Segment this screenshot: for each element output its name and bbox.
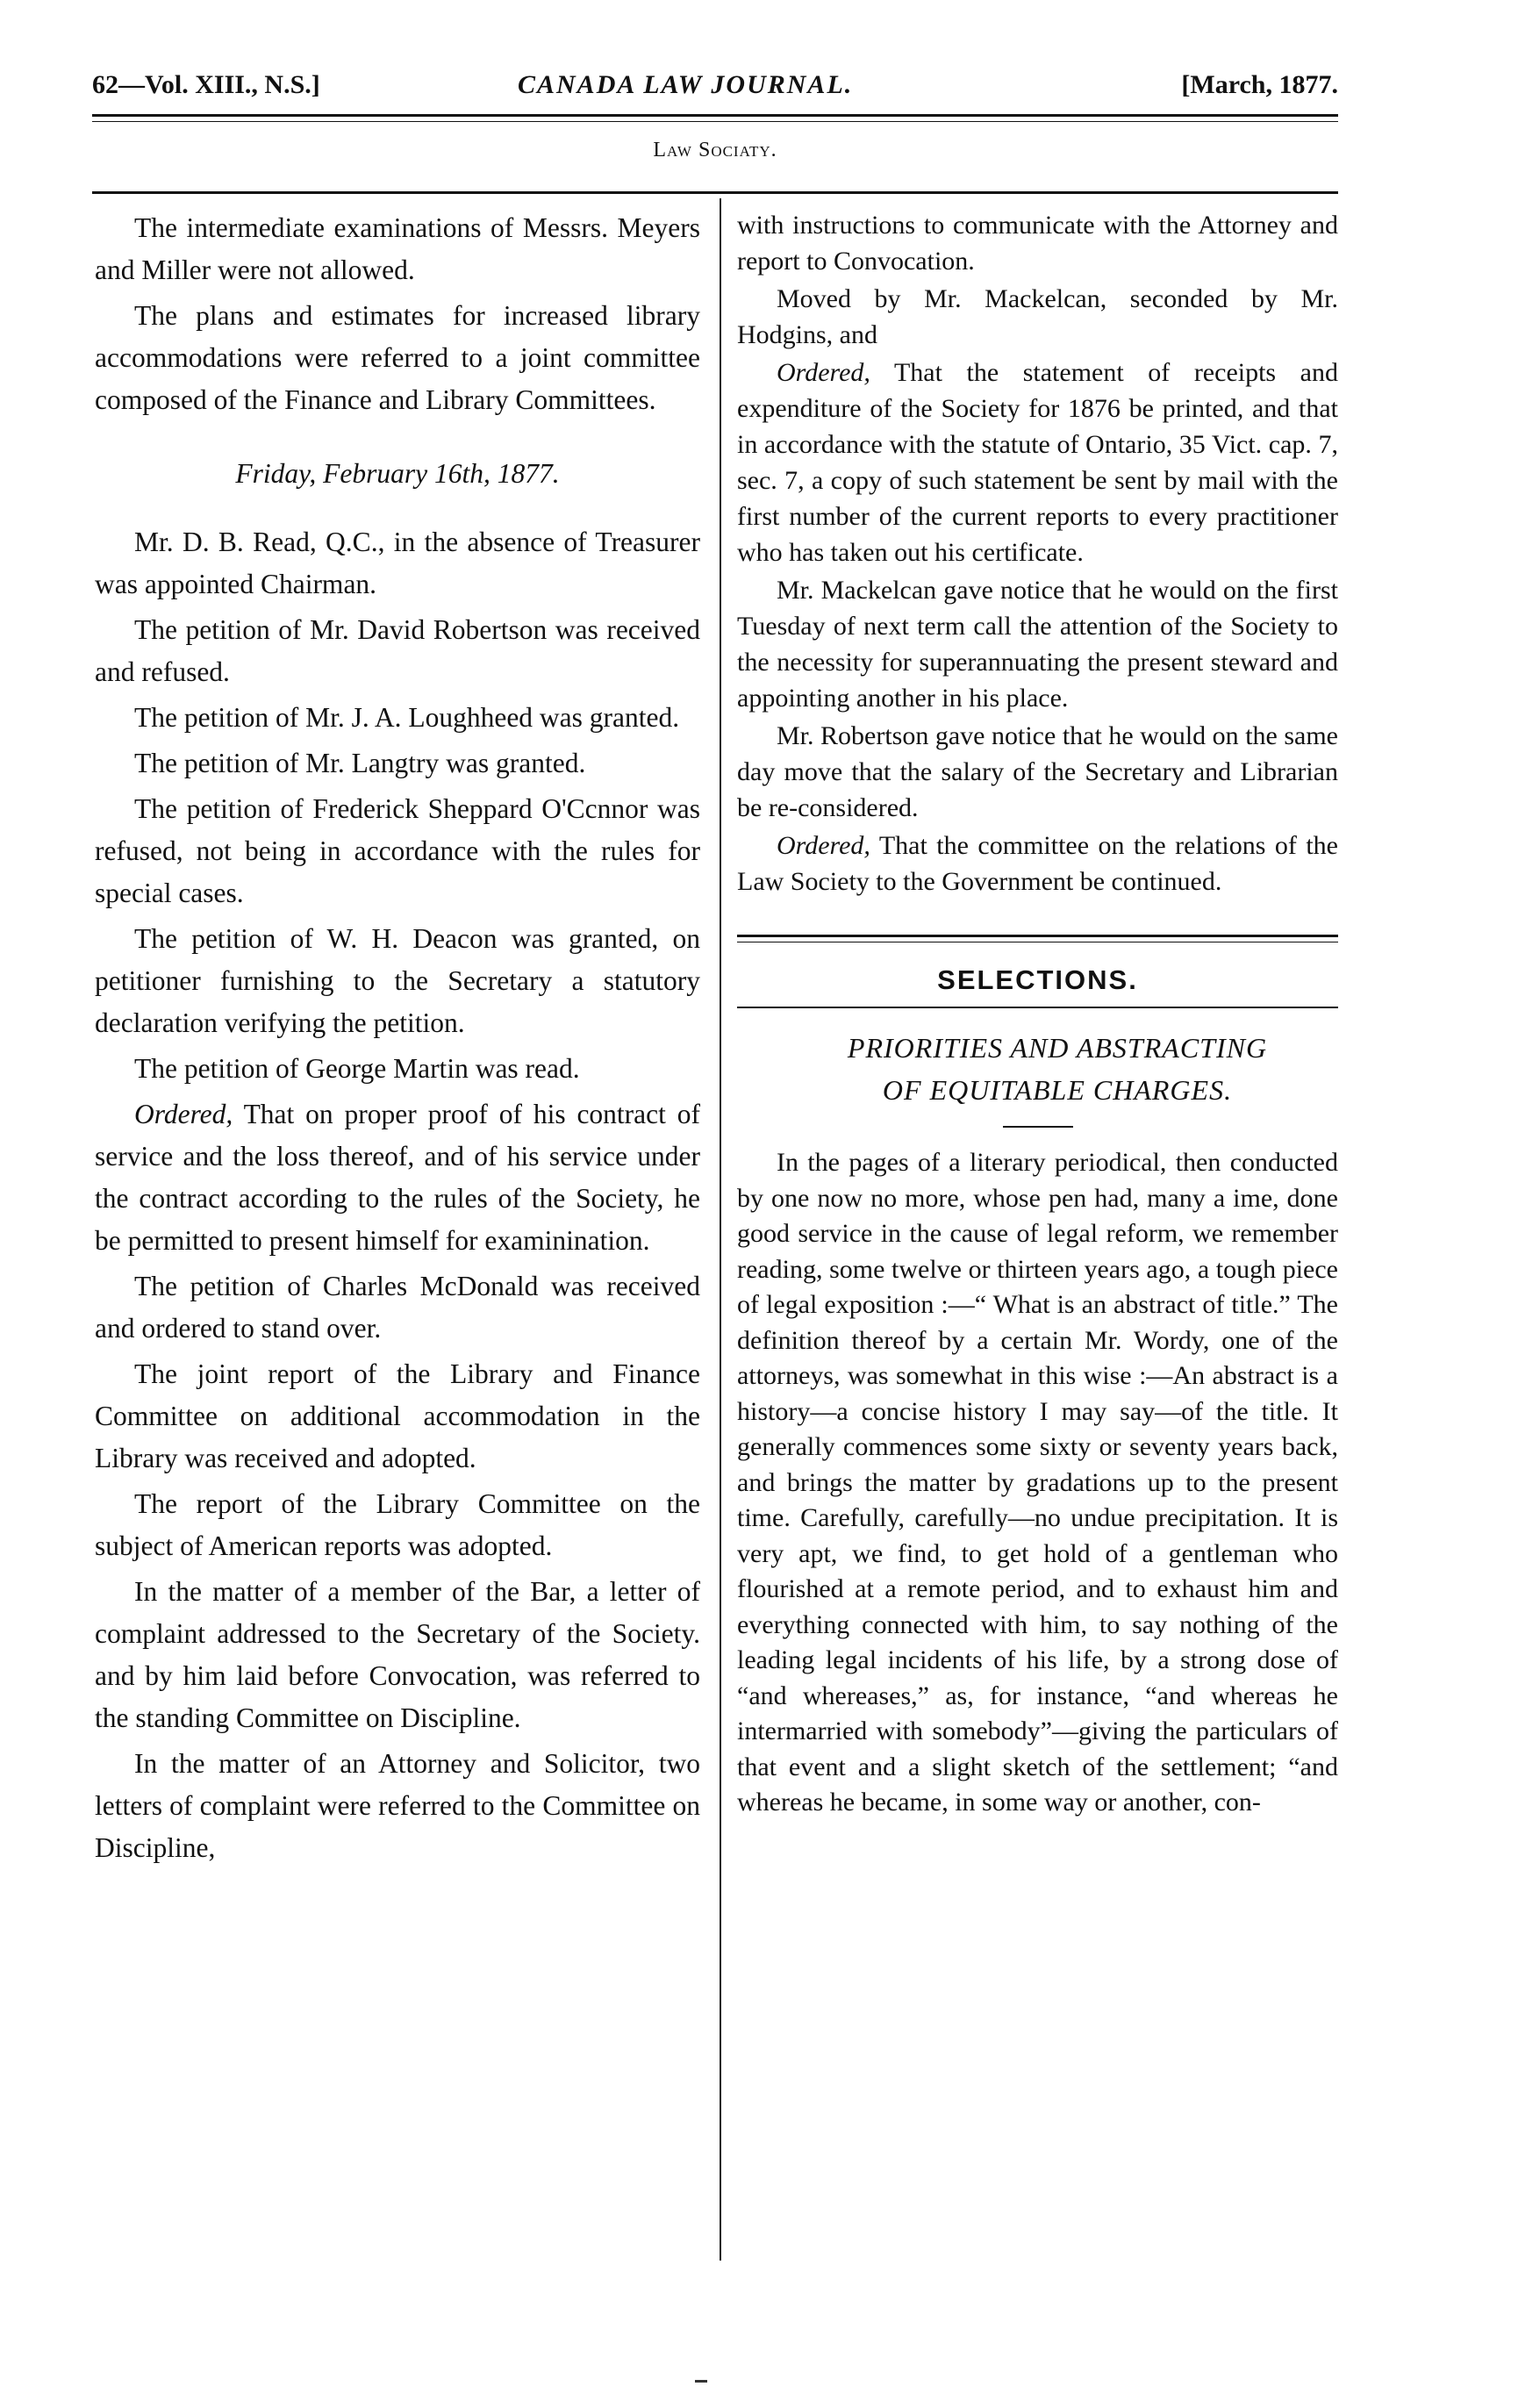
- paragraph: Mr. Robertson gave notice that he would on the same day move that the salary of the Secretary and Librarian be re-considered.: [737, 721, 1338, 822]
- article-title-rule: [1003, 1126, 1073, 1128]
- column-divider: [720, 198, 721, 2261]
- selections-rule: [737, 935, 1338, 937]
- selections-rule-bottom: [737, 1007, 1338, 1008]
- paragraph: In the matter of an Attorney and Solicitor, two letters of complaint were referred to the Committee on Discipline,: [95, 1748, 700, 1863]
- paragraph: Mr. Mackelcan gave notice that he would on the first Tuesday of next term call the attention of the Society to the necessity for superannuating the present steward and appointing another in his place.: [737, 576, 1338, 713]
- paragraph: Mr. D. B. Read, Q.C., in the absence of Treasurer was appointed Chairman.: [95, 527, 700, 599]
- article-paragraph: In the pages of a literary periodical, then conducted by one now no more, whose pen had, many a ime, done good service in the cause of legal reform, we remember reading, some twelve or thirteen years ago, a tough piece of legal exposition :—“ What is an abstract of title.” The definition thereof by a certain Mr. Wordy, one of the attorneys, was somewhat in this wise :—An abstract is a history—a concise history I may say—of the title. It generally commences some sixty or seventy years back, and brings the matter by gradations up to the present time. Carefully, carefully—no undue precipitation. It is very apt, we find, to get hold of a gentleman who flourished at a remote period, and to exhaust him and everything connected with him, to say nothing of the leading legal incidents of his life, by a strong dose of “and whereases,” as, for instance, “and whereas he intermarried with somebody”—giving the particulars of that event and a slight sketch of the settlement; “and whereas he became, in some way or another, con-: [737, 1148, 1338, 1817]
- paragraph: The joint report of the Library and Finance Committee on additional accommodation in the Library was received and adopted.: [95, 1358, 700, 1473]
- paragraph: The petition of Frederick Sheppard O'Ccnnor was refused, not being in accordance with the rules for special cases.: [95, 793, 700, 908]
- selections-heading: SELECTIONS.: [937, 964, 1138, 995]
- ordered-paragraph: [95, 1093, 700, 1262]
- left-column: [95, 207, 700, 1873]
- ordered-text: That the committee on the relations of the Law Society to the Government be continued.: [737, 831, 1338, 896]
- header-rule: [92, 114, 1338, 117]
- issue-date: [March, 1877.: [1181, 70, 1338, 99]
- paragraph: The petition of Mr. David Robertson was received and refused.: [95, 614, 700, 687]
- ordered-text: That on proper proof of his contract of service and the loss thereof, and of his service under the contract according to the rules of the Society, he be permitted to present himself for examinination.: [95, 1099, 700, 1256]
- paragraph: The plans and estimates for increased library accommodations were referred to a joint committee composed of the Finance and Library Committees.: [95, 300, 700, 415]
- paragraph: The petition of Mr. Langtry was granted.: [134, 748, 586, 778]
- section-rule: [92, 191, 1338, 194]
- page-volume: 62—Vol. XIII., N.S.]: [92, 70, 320, 99]
- paragraph: The intermediate examinations of Messrs. Meyers and Miller were not allowed.: [95, 212, 700, 285]
- paragraph: In the matter of a member of the Bar, a letter of complaint addressed to the Secretary of the Society. and by him laid before Convocation, was referred to the standing Committee on Discipline.: [95, 1576, 700, 1733]
- meeting-date: Friday, February 16th, 1877.: [235, 458, 560, 489]
- paragraph: The report of the Library Committee on the subject of American reports was adopted.: [95, 1488, 700, 1561]
- article-title-line-2: OF EQUITABLE CHARGES.: [882, 1074, 1233, 1106]
- ordered-word: Ordered,: [777, 358, 870, 387]
- paragraph: The petition of W. H. Deacon was granted, on petitioner furnishing to the Secretary a statutory declaration verifying the petition.: [95, 923, 700, 1038]
- ordered-text: That the statement of receipts and expenditure of the Society for 1876 be printed, and that in accordance with the statute of Ontario, 35 Vict. cap. 7, sec. 7, a copy of such statement be sent by mail with the first number of the current reports to every practitioner who has taken out his certificate.: [737, 358, 1338, 567]
- right-column: [737, 207, 1338, 1823]
- paragraph: Moved by Mr. Mackelcan, seconded by Mr. Hodgins, and: [737, 284, 1338, 349]
- section-heading: Law Sociaty.: [653, 139, 777, 161]
- paragraph: The petition of George Martin was read.: [134, 1053, 580, 1084]
- header-rule-thin: [92, 121, 1338, 122]
- folio-mark: [695, 2380, 707, 2383]
- running-head: [92, 61, 1338, 114]
- paragraph: The petition of Mr. J. A. Loughheed was granted.: [134, 702, 680, 733]
- ordered-paragraph: [737, 828, 1338, 899]
- journal-title: CANADA LAW JOURNAL.: [518, 70, 854, 99]
- article-title-line-1: PRIORITIES AND ABSTRACTING: [847, 1032, 1268, 1064]
- article-body: [737, 1145, 1338, 1821]
- paragraph-continuation: with instructions to communicate with the Attorney and report to Convocation.: [737, 211, 1338, 276]
- ordered-paragraph: [737, 355, 1338, 570]
- ordered-word: Ordered,: [134, 1099, 233, 1129]
- ordered-word: Ordered,: [777, 831, 870, 860]
- paragraph: The petition of Charles McDonald was received and ordered to stand over.: [95, 1271, 700, 1344]
